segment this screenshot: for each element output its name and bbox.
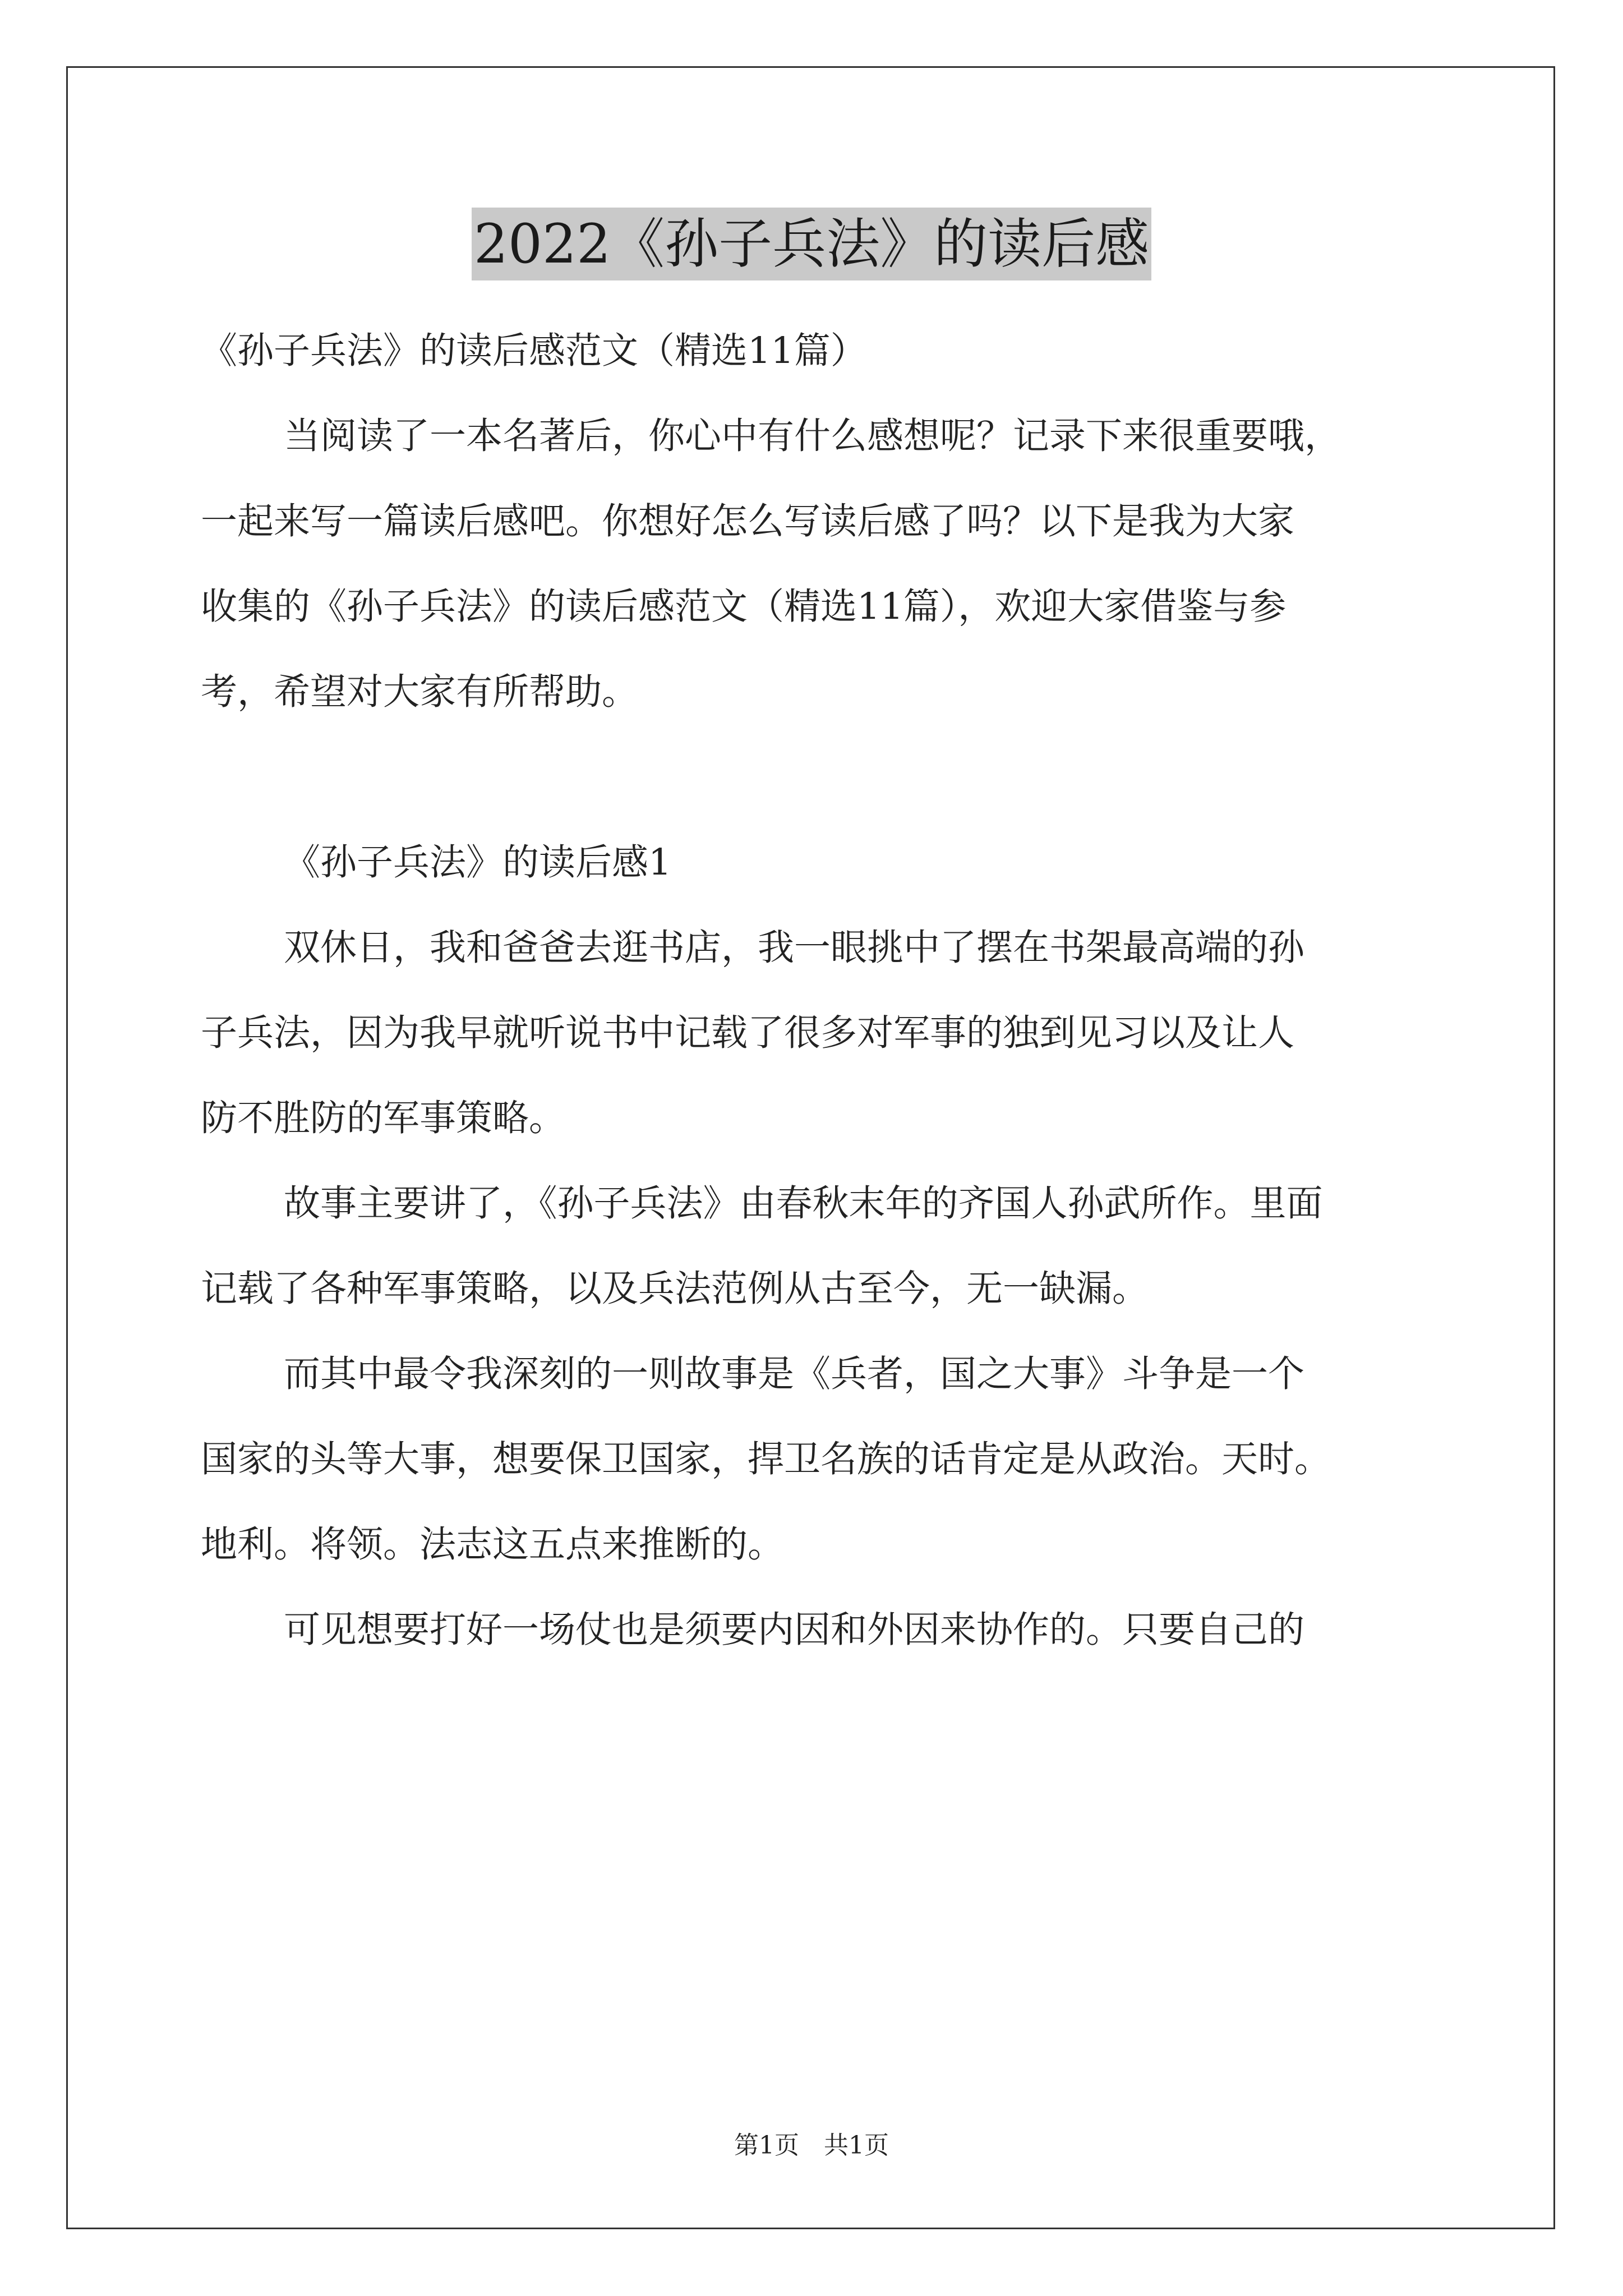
intro-paragraph-line: 一起来写一篇读后感吧。你想好怎么写读后感了吗？以下是我为大家	[201, 500, 1295, 542]
body-paragraph-line: 而其中最令我深刻的一则故事是《兵者，国之大事》斗争是一个	[284, 1353, 1305, 1395]
intro-paragraph-line: 考，希望对大家有所帮助。	[201, 671, 639, 713]
document-title: 2022《孙子兵法》的读后感	[472, 208, 1151, 280]
body-paragraph-line: 地利。将领。法志这五点来推断的。	[201, 1524, 785, 1566]
page-footer: 第1页 共1页	[734, 2131, 889, 2160]
title-container	[0, 208, 1623, 280]
body-paragraph-line: 防不胜防的军事策略。	[201, 1097, 566, 1139]
intro-paragraph-line: 当阅读了一本名著后，你心中有什么感想呢？记录下来很重要哦，	[284, 415, 1341, 457]
subtitle: 《孙子兵法》的读后感范文（精选11篇）	[201, 330, 867, 372]
section-heading: 《孙子兵法》的读后感1	[284, 841, 672, 884]
intro-paragraph-line: 收集的《孙子兵法》的读后感范文（精选11篇），欢迎大家借鉴与参	[201, 586, 1287, 628]
body-paragraph-line: 双休日，我和爸爸去逛书店，我一眼挑中了摆在书架最高端的孙	[284, 927, 1305, 969]
body-paragraph-line: 可见想要打好一场仗也是须要内因和外因来协作的。只要自己的	[284, 1609, 1305, 1651]
document-body	[201, 309, 1435, 1673]
body-paragraph-line: 国家的头等大事，想要保卫国家，捍卫名族的话肯定是从政治。天时。	[201, 1438, 1331, 1480]
blank-line	[201, 735, 1435, 820]
body-paragraph-line: 记载了各种军事策略，以及兵法范例从古至今，无一缺漏。	[201, 1268, 1149, 1310]
body-paragraph-line: 子兵法，因为我早就听说书中记载了很多对军事的独到见习以及让人	[201, 1012, 1295, 1054]
body-paragraph-line: 故事主要讲了，《孙子兵法》由春秋末年的齐国人孙武所作。里面	[284, 1182, 1323, 1225]
